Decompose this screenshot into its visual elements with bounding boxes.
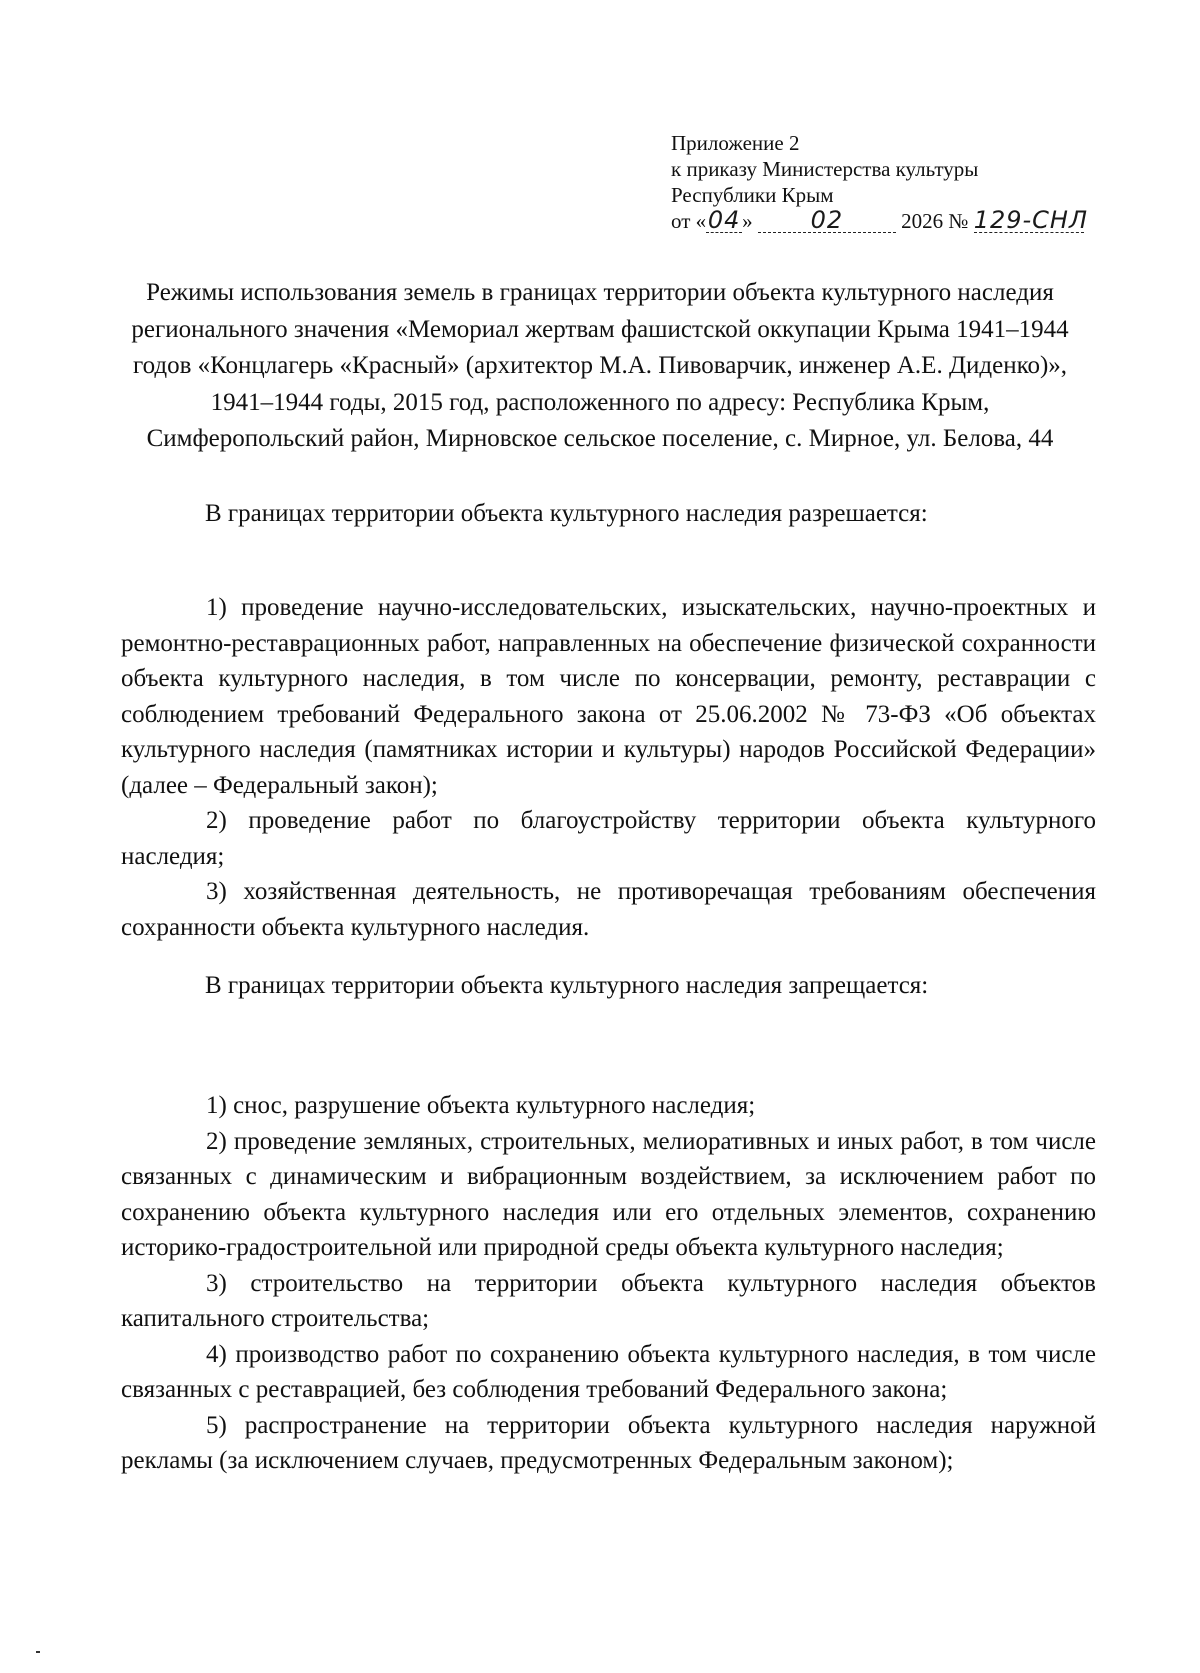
prohibited-item-5: 5) распространение на территории объекта культурного наследия наружной рекламы (за исключением случаев, предусмотренных Федеральным законом);	[121, 1411, 1096, 1474]
date-month-handwritten: 02	[810, 206, 844, 234]
permitted-list	[121, 590, 1096, 945]
permitted-item-1: 1) проведение научно-исследовательских, изыскательских, научно-проектных и ремонтно-реставрационных работ, направленных на обеспечение физической сохранности объекта культурного наследия, в том числе по консервации, ремонту, реставрации с соблюдением требований Федерального закона от 25.06.2002 № 73-ФЗ «Об объектах культурного наследия (памятниках истории и культуры) народов Российской Федерации» (далее – Федеральный закон);	[121, 594, 1096, 799]
date-prefix: от «	[671, 209, 707, 233]
prohibited-item-2: 2) проведение земляных, строительных, мелиоративных и иных работ, в том числе связанных с динамическим и вибрационным воздействием, за исключением работ по сохранению объекта культурного наследия или его отдельных элементов, сохранению историко-градостроительной или природной среды объекта культурного наследия;	[121, 1127, 1096, 1261]
scan-artifact-mark	[36, 1651, 40, 1653]
appendix-region: Республики Крым	[671, 183, 834, 207]
appendix-order-reference: к приказу Министерства культуры	[671, 157, 979, 181]
document-title: Режимы использования земель в границах территории объекта культурного наследия регионального значения «Мемориал жертвам фашистской оккупации Крыма 1941–1944 годов «Концлагерь «Красный» (архитектор М.А. Пивоварчик, инженер А.Е. Диденко)», 1941–1944 годы, 2015 год, расположенного по адресу: Республика Крым, Симферопольский район, Мирновское сельское поселение, с. Мирное, ул. Белова, 44	[131, 279, 1069, 452]
prohibited-list	[121, 1088, 1096, 1479]
date-day-field	[706, 206, 742, 234]
prohibited-heading: В границах территории объекта культурного наследия запрещается:	[205, 972, 929, 999]
date-day-handwritten: 04	[707, 206, 741, 234]
appendix-date-line	[671, 206, 1089, 234]
order-number-handwritten: 129-СНЛ	[973, 206, 1089, 234]
prohibited-item-3: 3) строительство на территории объекта культурного наследия объектов капитального строительства;	[121, 1269, 1096, 1332]
order-number-field	[973, 206, 1089, 234]
permitted-item-2: 2) проведение работ по благоустройству территории объекта культурного наследия;	[121, 807, 1096, 870]
date-year-number-label: 2026 №	[901, 209, 969, 233]
prohibited-item-4: 4) производство работ по сохранению объекта культурного наследия, в том числе связанных с реставрацией, без соблюдения требований Федерального закона;	[121, 1340, 1096, 1403]
date-mid: »	[742, 209, 753, 233]
permitted-heading: В границах территории объекта культурного наследия разрешается:	[205, 500, 928, 527]
appendix-header	[671, 130, 1089, 234]
appendix-title: Приложение 2	[671, 131, 800, 155]
date-month-field	[758, 206, 896, 234]
permitted-item-3: 3) хозяйственная деятельность, не противоречащая требованиям обеспечения сохранности объекта культурного наследия.	[121, 878, 1096, 941]
prohibited-item-1: 1) снос, разрушение объекта культурного наследия;	[206, 1092, 756, 1119]
